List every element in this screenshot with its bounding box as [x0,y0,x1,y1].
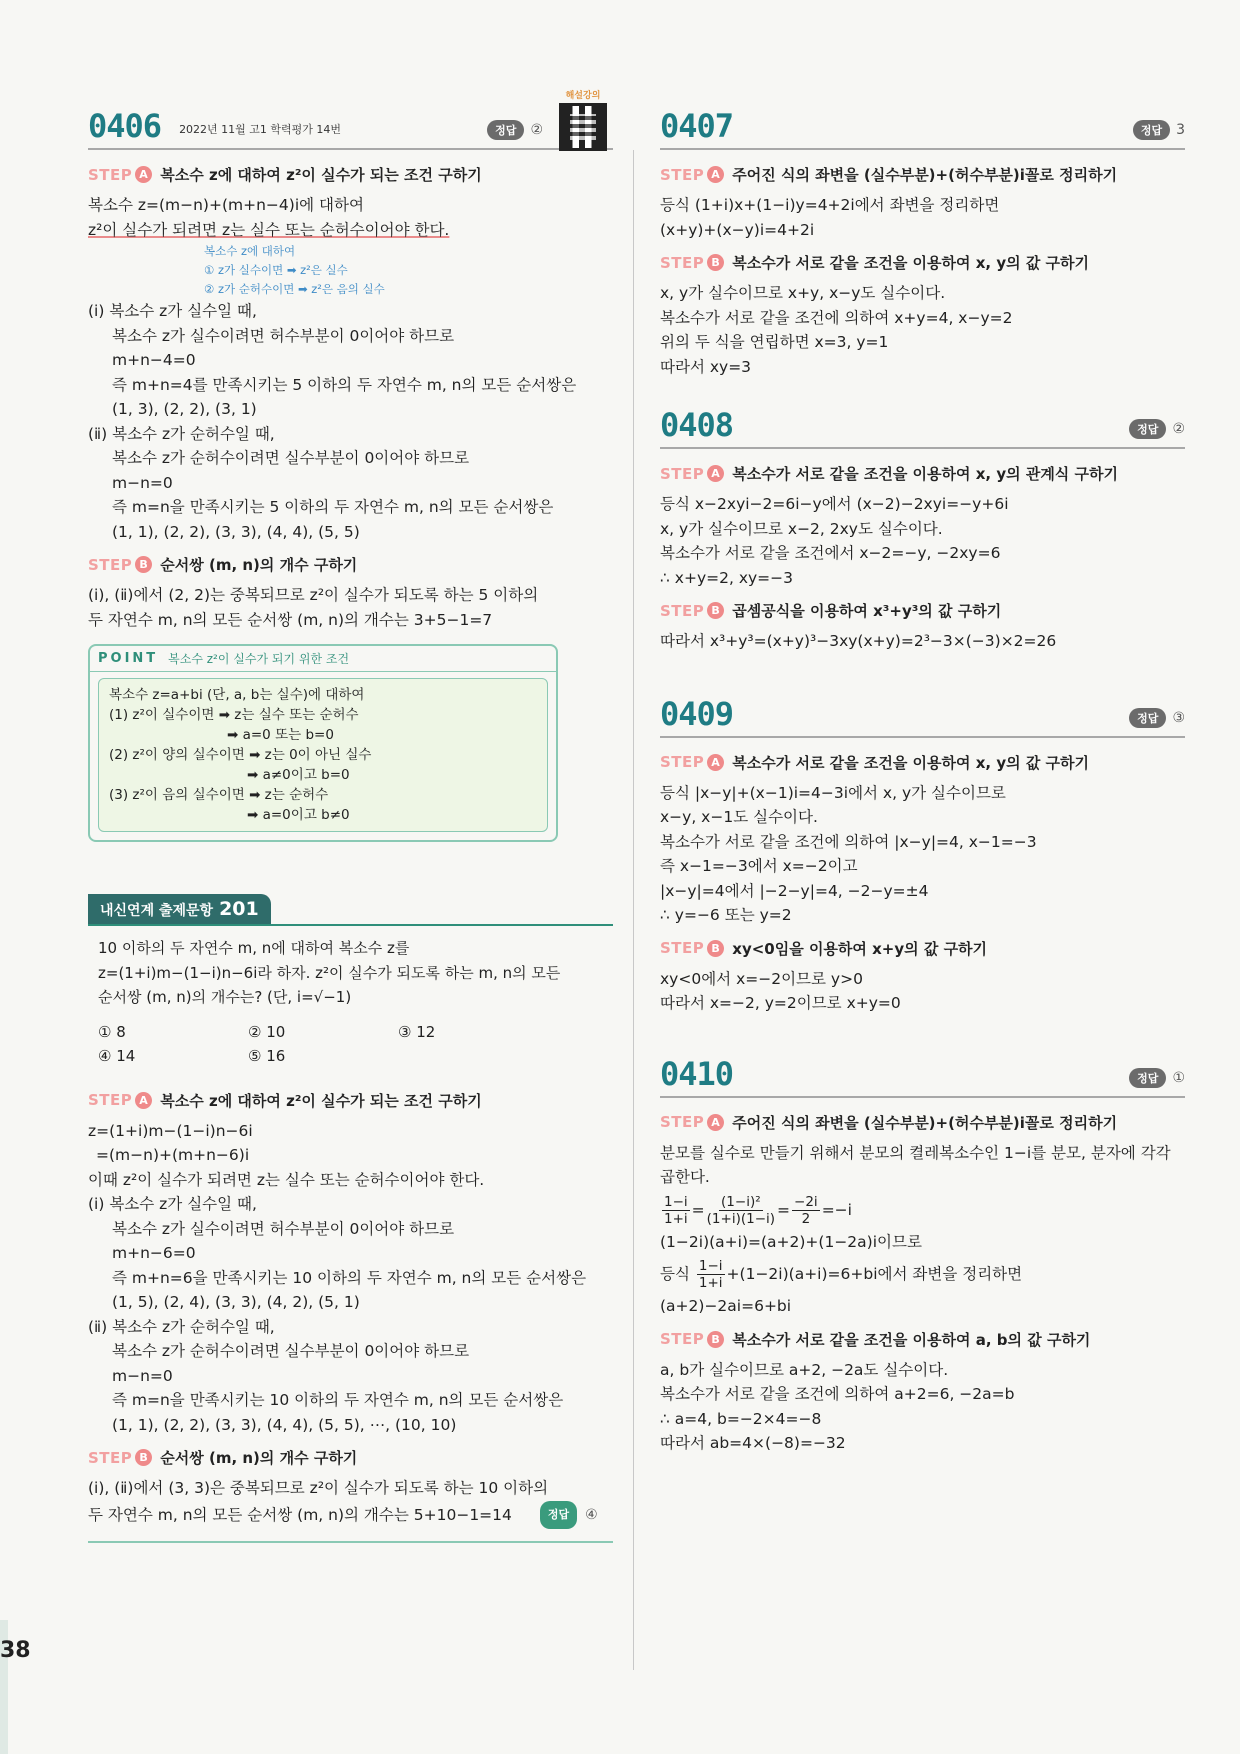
choice[interactable]: ① 8 [98,1022,126,1041]
answer-value: ③ [1172,709,1185,726]
qr-label: 해설강의 [565,91,601,101]
text-line: ∴ x+y=2, xy=−3 [660,568,794,587]
text-line: a, b가 실수이므로 a+2, −2a도 실수이다. [660,1360,949,1379]
answer-value: ① [1172,1069,1185,1086]
text-line: z²이 실수가 되려면 z는 실수 또는 순허수이어야 한다. [88,220,450,239]
step-tag: STEP B [88,1449,152,1467]
choice[interactable]: ③ 12 [398,1022,436,1041]
equation: m+n−6=0 [112,1244,196,1262]
ordered-pairs: (1, 1), (2, 2), (3, 3), (4, 4), (5, 5) [112,522,360,541]
text-line: x, y가 실수이므로 x+y, x−y도 실수이다. [660,284,946,302]
text-line: 곱한다. [660,1168,710,1186]
column-divider [633,150,634,1670]
text-line: 즉 x−1=−3에서 x=−2이고 [660,857,858,875]
problem-header-0408 [660,406,1185,449]
answer-badge: 정답 [1129,708,1166,728]
text-line: 즉 m=n을 만족시키는 5 이하의 두 자연수 m, n의 모든 순서쌍은 [112,498,554,516]
problem-header-0407 [660,107,1185,150]
step-tag: STEP A [88,1091,152,1109]
text-line: |x−y|=4에서 |−2−y|=4, −2−y=±4 [660,881,929,900]
step-title: 순서쌍 (m, n)의 개수 구하기 [160,556,358,574]
answer-value: ② [530,122,543,138]
case-label: (ⅰ) 복소수 z가 실수일 때, [88,302,257,320]
text-line: 두 자연수 m, n의 모든 순서쌍 (m, n)의 개수는 5+10−1=14 정답 ④ [88,1501,613,1530]
choice[interactable]: ⑤ 16 [248,1046,286,1065]
text-line: xy<0에서 x=−2이므로 y>0 [660,969,863,988]
answer-group [1133,120,1185,140]
case-label: (ⅰ) 복소수 z가 실수일 때, [88,1195,257,1213]
text-line: 따라서 xy=3 [660,357,752,376]
related-solution [88,1090,613,1544]
step-title: 주어진 식의 좌변을 (실수부분)+(허수부분)i꼴로 정리하기 [732,1113,1118,1132]
equation: =(m−n)+(m+n−6)i [96,1146,250,1164]
problem-header-0410 [660,1054,1185,1098]
related-problem-header [88,894,613,926]
ordered-pairs: (1, 1), (2, 2), (3, 3), (4, 4), (5, 5), ⋯, (10, 10) [112,1415,457,1434]
equation: m−n=0 [112,473,173,492]
problem-header-0406 [88,91,613,150]
answer-badge: 정답 [1129,1068,1166,1088]
step-title: 복소수 z에 대하여 z²이 실수가 되는 조건 구하기 [160,1091,482,1110]
related-tag: 내신연계 출제문항 201 [88,894,271,924]
text-line: 복소수 z=(m−n)+(m+n−4)i에 대하여 [88,196,364,214]
step-a-header: STEP A 복소수가 서로 같을 조건을 이용하여 x, y의 값 구하기 [660,753,1090,772]
left-column [88,91,613,1543]
text-line: 따라서 x=−2, y=2이므로 x+y=0 [660,994,901,1012]
case-label: (ⅱ) 복소수 z가 순허수일 때, [88,424,275,443]
equation: m+n−4=0 [112,351,196,369]
text-line: 즉 m+n=4를 만족시키는 5 이하의 두 자연수 m, n의 모든 순서쌍은 [112,375,577,394]
step-b-header: STEP B 곱셈공식을 이용하여 x³+y³의 값 구하기 [660,601,1002,620]
answer-value: ② [1172,421,1185,437]
text-line: 복소수 z가 실수이려면 허수부분이 0이어야 하므로 [112,326,455,345]
text-line: 등식 (1+i)x+(1−i)y=4+2i에서 좌변을 정리하면 [660,196,1000,214]
text-line: 복소수 z가 순허수이려면 실수부분이 0이어야 하므로 [112,1342,470,1360]
step-a-header: STEP A 복소수가 서로 같을 조건을 이용하여 x, y의 관계식 구하기 [660,464,1118,483]
step-b-header: STEP B xy<0임을 이용하여 x+y의 값 구하기 [660,939,988,958]
text-line: 두 자연수 m, n의 모든 순서쌍 (m, n)의 개수는 3+5−1=7 [88,610,493,629]
problem-header-0409 [660,694,1185,738]
text-line: 복소수 z가 순허수이려면 실수부분이 0이어야 하므로 [112,449,470,467]
problem-source: 2022년 11월 고1 학력평가 14번 [179,123,342,136]
text-line: 복소수가 서로 같을 조건에 의하여 |x−y|=4, x−1=−3 [660,832,1037,851]
equation: (a+2)−2ai=6+bi [660,1297,792,1315]
answer-group [1129,708,1185,728]
point-box [88,644,558,842]
step-a-header [88,1090,613,1111]
step-title: 순서쌍 (m, n)의 개수 구하기 [160,1449,358,1467]
answer-value: 3 [1176,122,1185,138]
text-line: 즉 m=n을 만족시키는 10 이하의 두 자연수 m, n의 모든 순서쌍은 [112,1391,564,1409]
step-title: 주어진 식의 좌변을 (실수부분)+(허수부분)i꼴로 정리하기 [732,166,1118,184]
equation: z=(1+i)m−(1−i)n−6i [88,1121,253,1140]
text-line: 이때 z²이 실수가 되려면 z는 실수 또는 순허수이어야 한다. [88,1170,485,1189]
text-line: 따라서 ab=4×(−8)=−32 [660,1434,846,1452]
problem-number: 0410 [660,1054,734,1093]
point-tag: POINT [98,651,159,666]
step-title: 복소수 z에 대하여 z²이 실수가 되는 조건 구하기 [160,166,482,184]
text-line: 복소수가 서로 같을 조건에 의하여 a+2=6, −2a=b [660,1385,1015,1403]
step-b-header: STEP B 복소수가 서로 같을 조건을 이용하여 x, y의 값 구하기 [660,253,1090,272]
answer-badge: 정답 [1133,120,1170,140]
equation: (1−2i)(a+i)=(a+2)+(1−2a)i이므로 [660,1232,922,1251]
problem-number: 0406 [88,107,162,145]
point-title: 복소수 z²이 실수가 되기 위한 조건 [168,652,350,666]
text-line: 등식 x−2xyi−2=6i−y에서 (x−2)−2xyi=−y+6i [660,495,1009,513]
answer-badge: 정답 [487,120,524,140]
text-line: 분모를 실수로 만들기 위해서 분모의 켤레복소수인 1−i를 분모, 분자에 각각 [660,1143,1171,1162]
problem-number: 0409 [660,694,734,733]
choice[interactable]: ② 10 [248,1022,286,1041]
answer-choices [88,1010,613,1068]
text-line: 등식 |x−y|+(x−1)i=4−3i에서 x, y가 실수이므로 [660,783,1006,802]
text-line: (ⅰ), (ⅱ)에서 (3, 3)은 중복되므로 z²이 실수가 되도록 하는 10 이하의 [88,1479,549,1497]
step-title: 복소수가 서로 같을 조건을 이용하여 x, y의 관계식 구하기 [732,465,1118,483]
answer-group [1129,1068,1185,1088]
case-label: (ⅱ) 복소수 z가 순허수일 때, [88,1317,275,1336]
answer-badge: 정답 [540,1501,577,1530]
step-a-header [88,164,613,185]
answer-badge: 정답 [1129,419,1166,439]
qr-code[interactable] [553,88,613,151]
text-line: 복소수가 서로 같을 조건에 의하여 x+y=4, x−y=2 [660,308,1013,327]
point-body: 복소수 z=a+bi (단, a, b는 실수)에 대하여 (1) z²이 실수이면 ➡ z는 실수 또는 순허수 ➡ a=0 또는 b=0 (2) z²이 양의 실수이면 ➡ z는 0이 아닌 실수 ➡ a≠0이고 b=0 (3) z²이 음의 실수이면 ➡ z는 순허수 ➡ a=0이고 b≠0 [98,678,548,832]
ordered-pairs: (1, 3), (2, 2), (3, 1) [112,400,257,418]
text-line: ∴ y=−6 또는 y=2 [660,906,792,924]
step-b-header [88,1447,613,1468]
point-header [90,646,556,672]
step-title: 복소수가 서로 같을 조건을 이용하여 x, y의 값 구하기 [732,753,1090,772]
text-line: 복소수가 서로 같을 조건에서 x−2=−y, −2xy=6 [660,544,1001,562]
text-line: (ⅰ), (ⅱ)에서 (2, 2)는 중복되므로 z²이 실수가 되도록 하는 5 이하의 [88,586,539,604]
answer-group [487,120,543,140]
margin-note: 복소수 z에 대하여 ① z가 실수이면 ➡ z²은 실수 ② z가 순허수이면 ➡ z²은 음의 실수 [204,244,385,296]
answer-group [1129,419,1185,439]
text-line: x, y가 실수이므로 x−2, 2xy도 실수이다. [660,519,943,538]
equation: (x+y)+(x−y)i=4+2i [660,220,815,239]
fraction-equation: $\frac{1-i}{1+i}$ = $\frac{\text{(1−i)²}}{(1+i)(1-i)}$ = $\frac{-2i}{2}$ =−i [664,1193,852,1227]
step-tag: STEP B [88,556,152,574]
step-title: 복소수가 서로 같을 조건을 이용하여 x, y의 값 구하기 [732,254,1090,272]
equation: m−n=0 [112,1366,173,1385]
step-a-header: STEP A 주어진 식의 좌변을 (실수부분)+(허수부분)i꼴로 정리하기 [660,165,1118,184]
text-line: x−y, x−1도 실수이다. [660,808,818,826]
answer-value: ④ [585,1506,598,1523]
step-title: xy<0임을 이용하여 x+y의 값 구하기 [732,939,988,958]
step-title: 곱셈공식을 이용하여 x³+y³의 값 구하기 [732,602,1002,620]
step-a-header: STEP A 주어진 식의 좌변을 (실수부분)+(허수부분)i꼴로 정리하기 [660,1113,1118,1132]
step-b-header: STEP B 복소수가 서로 같을 조건을 이용하여 a, b의 값 구하기 [660,1330,1091,1349]
text-line: ∴ a=4, b=−2×4=−8 [660,1409,822,1428]
equation: 등식 $\frac{1-i}{1+i}$ +(1−2i)(a+i)=6+bi에서 좌변을 정리하면 [660,1258,1023,1291]
problem-number: 0408 [660,406,734,444]
text-line: 복소수 z가 실수이려면 허수부분이 0이어야 하므로 [112,1219,455,1238]
right-column [660,107,1185,1456]
step-b-header [88,554,613,575]
related-question: 10 이하의 두 자연수 m, n에 대하여 복소수 z를 z=(1+i)m−(1−i)n−6i라 하자. z²이 실수가 되도록 하는 m, n의 모든 순서쌍 (m, n)의 개수는? (단, i=√−1) [98,939,561,1006]
text-line: 즉 m+n=6을 만족시키는 10 이하의 두 자연수 m, n의 모든 순서쌍은 [112,1268,587,1287]
equation: 따라서 x³+y³=(x+y)³−3xy(x+y)=2³−3×(−3)×2=26 [660,632,1057,650]
page-number: 38 [0,1638,31,1663]
step-title: 복소수가 서로 같을 조건을 이용하여 a, b의 값 구하기 [732,1330,1091,1349]
problem-number: 0407 [660,107,734,145]
ordered-pairs: (1, 5), (2, 4), (3, 3), (4, 2), (5, 1) [112,1293,360,1311]
text-line: 위의 두 식을 연립하면 x=3, y=1 [660,333,889,351]
choice[interactable]: ④ 14 [98,1046,136,1065]
qr-code-icon [559,103,607,151]
step-tag: STEP A [88,166,152,184]
